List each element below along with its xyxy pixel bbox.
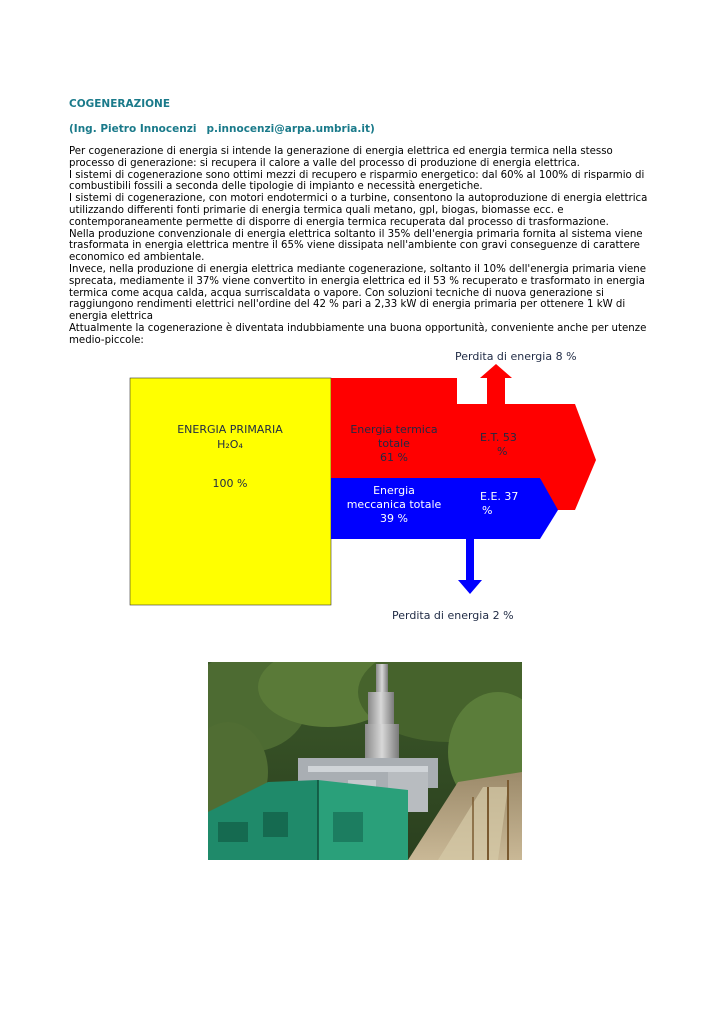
mechanical-percent: 39 % xyxy=(380,512,408,525)
ee-percent: % xyxy=(482,504,493,517)
page-title: COGENERAZIONE xyxy=(69,98,171,110)
et-label: E.T. 53 xyxy=(480,431,517,444)
paragraph: Per cogenerazione di energia si intende la generazione di energia elettrica ed energia termica nella stesso processo di generazione: si recupera il calore a valle del processo di produzione di energia elettrica. xyxy=(69,146,613,169)
et-percent: % xyxy=(497,445,508,458)
top-loss-label: Perdita di energia 8 % xyxy=(455,350,577,363)
primary-percent: 100 % xyxy=(212,477,248,490)
paragraph: Invece, nella produzione di energia elettrica mediante cogenerazione, soltanto il 10% dell'energia primaria viene sprecata, mediamente il 37% viene convertito in energia elettrica ed il 53 % recuperato e trasformato in energia termica come acqua calda, acqua surriscaldata o vapore. Con soluzioni tecniche di nuova generazione si raggiungono rendimenti elettrici nell'ordine del 42 % pari a 2,33 kW di energia primaria per ottenere 1 kW di energia elettrica xyxy=(69,263,647,323)
primary-formula: H₂O₄ xyxy=(217,438,243,451)
cogeneration-plant-photo xyxy=(208,662,522,860)
paragraph: I sistemi di cogenerazione sono ottimi mezzi di recupero e risparmio energetico: dal 60% al 100% di risparmio di combustibili fossili a seconda delle tipologie di impianto e necessità energetiche. xyxy=(69,169,645,193)
ee-label: E.E. 37 xyxy=(480,490,519,503)
author-email: p.innocenzi@arpa.umbria.it) xyxy=(206,123,375,135)
electric-output-arrow xyxy=(457,478,558,539)
paragraph: Nella produzione convenzionale di energia elettrica soltanto il 35% dell'energia primaria fornita al sistema viene trasformata in energia elettrica mentre il 65% viene dissipata nell'ambiente con gravi conseguenze di carattere economico ed ambientale. xyxy=(69,228,643,264)
primary-label: ENERGIA PRIMARIA xyxy=(177,423,283,436)
top-loss-arrow xyxy=(480,364,512,406)
author-name: (Ing. Pietro Innocenzi xyxy=(69,123,197,135)
bottom-loss-arrow xyxy=(458,539,482,594)
thermal-percent: 61 % xyxy=(380,451,408,464)
thermal-label-2: totale xyxy=(378,437,410,450)
mechanical-label: Energia xyxy=(373,484,415,497)
thermal-label: Energia termica xyxy=(350,423,438,436)
mechanical-label-2: meccanica totale xyxy=(346,498,442,511)
paragraph: I sistemi di cogenerazione, con motori endotermici o a turbine, consentono la autoproduzione di energia elettrica utilizzando differenti fonti primarie di energia termica quali metano, gpl, biogas, biomasse ecc. e contemporaneamente permette di disporre di energia termica recuperata dal processo di trasformazione. xyxy=(69,193,648,228)
paragraph: Attualmente la cogenerazione è diventata indubbiamente una buona opportunità, conveniente anche per utenze medio-piccole: xyxy=(69,322,647,346)
bottom-loss-label: Perdita di energia 2 % xyxy=(392,609,514,622)
primary-energy-block xyxy=(130,378,331,605)
